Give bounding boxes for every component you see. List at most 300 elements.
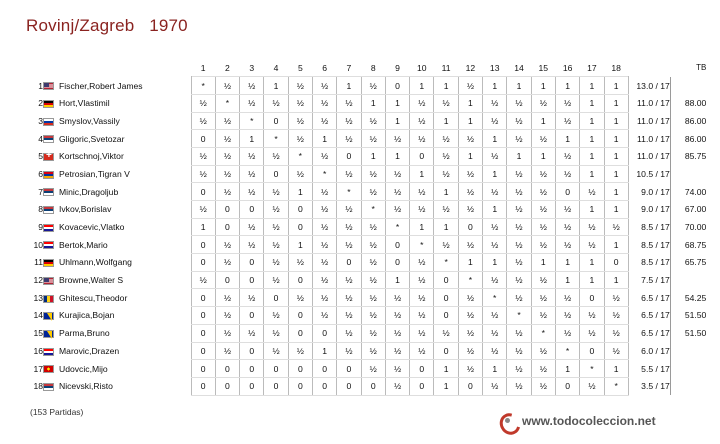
- result-cell: ½: [458, 324, 482, 342]
- result-cell: ½: [264, 236, 288, 254]
- result-cell: ½: [507, 130, 531, 148]
- result-cell: ½: [191, 271, 215, 289]
- result-cell: ½: [337, 307, 361, 325]
- flag-cell: [43, 377, 59, 395]
- result-cell: 1: [580, 94, 604, 112]
- player-rank: 18: [33, 381, 43, 392]
- result-cell: ½: [580, 183, 604, 201]
- result-cell: ½: [434, 201, 458, 219]
- result-cell: *: [385, 218, 409, 236]
- result-cell: 1: [604, 165, 628, 183]
- player-name: Petrosian,Tigran V: [59, 168, 130, 179]
- result-cell: ½: [483, 324, 507, 342]
- result-cell: ½: [483, 271, 507, 289]
- result-cell: *: [604, 377, 628, 395]
- result-cell: ½: [215, 324, 239, 342]
- result-cell: ½: [312, 201, 336, 219]
- table-row: [26, 218, 706, 236]
- result-cell: 0: [580, 289, 604, 307]
- flag-cro-icon: [43, 348, 54, 356]
- result-cell: 0: [240, 377, 264, 395]
- result-cell: ½: [458, 165, 482, 183]
- table-row: [26, 360, 706, 378]
- player-tiebreak: 51.50: [684, 328, 707, 339]
- result-cell: 0: [264, 165, 288, 183]
- result-cell: ½: [507, 201, 531, 219]
- result-cell: ½: [312, 183, 336, 201]
- table-row: [26, 201, 706, 219]
- player-score: 11.0 / 17: [628, 130, 670, 148]
- result-cell: 0: [264, 377, 288, 395]
- result-cell: ½: [385, 183, 409, 201]
- flag-ger-icon: [43, 100, 54, 108]
- result-cell: 0: [288, 307, 312, 325]
- table-row: [26, 254, 706, 272]
- result-cell: ½: [507, 183, 531, 201]
- flag-cell: [43, 183, 59, 201]
- result-cell: ½: [240, 183, 264, 201]
- flag-srb-icon: [43, 188, 54, 196]
- result-cell: 0: [215, 377, 239, 395]
- result-cell: ½: [507, 94, 531, 112]
- result-cell: ½: [580, 236, 604, 254]
- player-rank: 9: [38, 222, 43, 233]
- result-cell: 1: [483, 77, 507, 95]
- player-tiebreak: 68.75: [684, 239, 707, 250]
- result-cell: 1: [410, 165, 434, 183]
- header-spacer: [43, 59, 59, 77]
- flag-cell: [43, 165, 59, 183]
- result-cell: ½: [191, 147, 215, 165]
- column-header: 13: [489, 62, 500, 73]
- result-cell: ½: [337, 236, 361, 254]
- flag-cro-icon: [43, 241, 54, 249]
- flag-cell: [43, 307, 59, 325]
- player-tiebreak: 51.50: [684, 310, 707, 321]
- result-cell: ½: [337, 94, 361, 112]
- result-cell: 1: [580, 112, 604, 130]
- result-cell: 1: [458, 254, 482, 272]
- player-rank: 13: [33, 292, 43, 303]
- result-cell: 1: [264, 77, 288, 95]
- result-cell: ½: [604, 289, 628, 307]
- result-cell: ½: [191, 201, 215, 219]
- result-cell: ½: [555, 112, 579, 130]
- result-cell: ½: [361, 183, 385, 201]
- result-cell: ½: [458, 236, 482, 254]
- result-cell: 1: [555, 130, 579, 148]
- result-cell: ½: [434, 94, 458, 112]
- result-cell: ½: [215, 77, 239, 95]
- result-cell: ½: [215, 289, 239, 307]
- result-cell: *: [191, 77, 215, 95]
- result-cell: ½: [410, 201, 434, 219]
- result-cell: ½: [555, 307, 579, 325]
- player-tiebreak: 86.00: [684, 133, 707, 144]
- result-cell: ½: [555, 94, 579, 112]
- result-cell: ½: [337, 271, 361, 289]
- player-rank: 2: [38, 98, 43, 109]
- table-row: [26, 271, 706, 289]
- result-cell: ½: [385, 360, 409, 378]
- result-cell: ½: [361, 254, 385, 272]
- result-cell: ½: [361, 77, 385, 95]
- result-cell: ½: [531, 130, 555, 148]
- header-spacer: [26, 59, 43, 77]
- todocoleccion-logo-icon: [498, 412, 516, 430]
- result-cell: ½: [312, 236, 336, 254]
- result-cell: ½: [215, 342, 239, 360]
- result-cell: ½: [410, 324, 434, 342]
- flag-ger-icon: [43, 259, 54, 267]
- result-cell: ½: [240, 165, 264, 183]
- result-cell: ½: [264, 324, 288, 342]
- result-cell: 0: [240, 342, 264, 360]
- result-cell: ½: [264, 201, 288, 219]
- player-score: 10.5 / 17: [628, 165, 670, 183]
- result-cell: 0: [240, 271, 264, 289]
- result-cell: 1: [434, 112, 458, 130]
- column-header: 7: [346, 62, 352, 73]
- result-cell: ½: [580, 324, 604, 342]
- result-cell: ½: [507, 236, 531, 254]
- result-cell: ½: [312, 289, 336, 307]
- result-cell: 0: [191, 183, 215, 201]
- result-cell: ½: [240, 77, 264, 95]
- flag-cell: [43, 201, 59, 219]
- result-cell: 0: [337, 254, 361, 272]
- result-cell: 1: [555, 77, 579, 95]
- result-cell: 0: [215, 360, 239, 378]
- result-cell: ½: [288, 112, 312, 130]
- result-cell: ½: [410, 94, 434, 112]
- result-cell: ½: [507, 254, 531, 272]
- result-cell: 0: [434, 307, 458, 325]
- result-cell: ½: [385, 201, 409, 219]
- result-cell: 0: [191, 130, 215, 148]
- result-cell: ½: [361, 218, 385, 236]
- result-cell: ½: [531, 289, 555, 307]
- crosstable: [26, 59, 706, 396]
- result-cell: ½: [483, 342, 507, 360]
- result-cell: 1: [458, 147, 482, 165]
- result-cell: 1: [410, 77, 434, 95]
- result-cell: ½: [555, 324, 579, 342]
- result-cell: 1: [312, 130, 336, 148]
- result-cell: ½: [215, 183, 239, 201]
- result-cell: ½: [385, 324, 409, 342]
- result-cell: ½: [434, 147, 458, 165]
- result-cell: ½: [312, 307, 336, 325]
- result-cell: 1: [604, 271, 628, 289]
- result-cell: *: [337, 183, 361, 201]
- result-cell: 0: [191, 377, 215, 395]
- result-cell: ½: [458, 342, 482, 360]
- player-rank: 8: [38, 204, 43, 215]
- result-cell: ½: [531, 183, 555, 201]
- player-name: Marovic,Drazen: [59, 345, 120, 356]
- result-cell: ½: [312, 254, 336, 272]
- column-header: 6: [322, 62, 328, 73]
- result-cell: ½: [288, 130, 312, 148]
- result-cell: 0: [410, 360, 434, 378]
- result-cell: ½: [361, 307, 385, 325]
- result-cell: 0: [410, 147, 434, 165]
- result-cell: 1: [361, 94, 385, 112]
- result-cell: ½: [337, 201, 361, 219]
- result-cell: *: [312, 165, 336, 183]
- column-header: 14: [514, 62, 524, 73]
- result-cell: 0: [458, 377, 482, 395]
- result-cell: 0: [215, 271, 239, 289]
- result-cell: 1: [483, 360, 507, 378]
- flag-cell: [43, 94, 59, 112]
- flag-bih-icon: [43, 330, 54, 338]
- result-cell: ½: [215, 147, 239, 165]
- result-cell: ½: [410, 183, 434, 201]
- result-cell: ½: [215, 307, 239, 325]
- result-cell: 1: [483, 201, 507, 219]
- result-cell: 1: [458, 94, 482, 112]
- result-cell: ½: [288, 77, 312, 95]
- result-cell: *: [288, 147, 312, 165]
- result-cell: ½: [191, 165, 215, 183]
- result-cell: *: [410, 236, 434, 254]
- player-rank: 3: [38, 115, 43, 126]
- result-cell: ½: [215, 130, 239, 148]
- result-cell: ½: [531, 94, 555, 112]
- result-cell: ½: [507, 360, 531, 378]
- result-cell: *: [240, 112, 264, 130]
- result-cell: 0: [555, 377, 579, 395]
- result-cell: 0: [191, 307, 215, 325]
- column-header: 3: [249, 62, 255, 73]
- player-rank: 5: [38, 151, 43, 162]
- flag-cell: [43, 360, 59, 378]
- player-score: 6.5 / 17: [628, 324, 670, 342]
- result-cell: ½: [531, 360, 555, 378]
- result-cell: ½: [264, 342, 288, 360]
- result-cell: 1: [531, 254, 555, 272]
- result-cell: ½: [264, 94, 288, 112]
- result-cell: 0: [337, 147, 361, 165]
- result-cell: ½: [288, 342, 312, 360]
- result-cell: 1: [555, 360, 579, 378]
- flag-cell: [43, 147, 59, 165]
- player-rank: 11: [34, 257, 43, 268]
- flag-bih-icon: [43, 312, 54, 320]
- result-cell: ½: [361, 342, 385, 360]
- result-cell: ½: [434, 165, 458, 183]
- result-cell: ½: [410, 271, 434, 289]
- table-row: [26, 77, 706, 95]
- result-cell: ½: [240, 218, 264, 236]
- player-rank: 16: [33, 345, 43, 356]
- player-rank: 7: [38, 186, 43, 197]
- header-spacer: [59, 59, 191, 77]
- result-cell: ½: [483, 307, 507, 325]
- flag-sui-icon: [43, 153, 54, 161]
- player-rank: 15: [33, 328, 43, 339]
- flag-cell: [43, 112, 59, 130]
- result-cell: 1: [555, 271, 579, 289]
- result-cell: 1: [580, 254, 604, 272]
- flag-cell: [43, 236, 59, 254]
- flag-cell: [43, 77, 59, 95]
- result-cell: 1: [483, 130, 507, 148]
- column-header: 5: [297, 62, 303, 73]
- player-name: Smyslov,Vassily: [59, 115, 120, 126]
- result-cell: 0: [312, 324, 336, 342]
- result-cell: ½: [507, 218, 531, 236]
- result-cell: *: [555, 342, 579, 360]
- result-cell: ½: [507, 271, 531, 289]
- result-cell: *: [215, 94, 239, 112]
- result-cell: ½: [410, 254, 434, 272]
- player-tiebreak: [670, 360, 706, 378]
- result-cell: ½: [385, 130, 409, 148]
- player-score: 9.0 / 17: [628, 201, 670, 219]
- header-row: [26, 59, 706, 77]
- result-cell: 1: [385, 271, 409, 289]
- column-header: 17: [587, 62, 597, 73]
- column-header: 10: [417, 62, 427, 73]
- player-name: Parma,Bruno: [59, 328, 110, 339]
- result-cell: ½: [361, 324, 385, 342]
- table-row: [26, 94, 706, 112]
- result-cell: 0: [191, 254, 215, 272]
- result-cell: *: [434, 254, 458, 272]
- table-row: [26, 289, 706, 307]
- result-cell: 1: [604, 360, 628, 378]
- result-cell: 1: [604, 94, 628, 112]
- player-score: 5.5 / 17: [628, 360, 670, 378]
- table-row: [26, 130, 706, 148]
- table-body: [26, 77, 706, 395]
- result-cell: 0: [264, 112, 288, 130]
- table-row: [26, 147, 706, 165]
- flag-mkd-icon: [43, 365, 54, 373]
- player-tiebreak: 65.75: [684, 257, 707, 268]
- result-cell: ½: [483, 147, 507, 165]
- result-cell: ½: [288, 254, 312, 272]
- player-rank: 10: [33, 239, 43, 250]
- header-spacer: [628, 59, 670, 77]
- games-count-note: (153 Partidas): [30, 407, 84, 417]
- column-header: 15: [538, 62, 549, 73]
- result-cell: ½: [240, 324, 264, 342]
- flag-cro-icon: [43, 224, 54, 232]
- result-cell: ½: [458, 130, 482, 148]
- result-cell: ½: [264, 307, 288, 325]
- result-cell: ½: [240, 236, 264, 254]
- result-cell: ½: [337, 289, 361, 307]
- flag-srb-icon: [43, 383, 54, 391]
- player-score: 8.5 / 17: [628, 236, 670, 254]
- result-cell: 1: [531, 112, 555, 130]
- column-header: 11: [441, 62, 451, 73]
- player-score: 6.5 / 17: [628, 307, 670, 325]
- flag-arm-icon: [43, 171, 54, 179]
- result-cell: ½: [215, 165, 239, 183]
- result-cell: ½: [312, 147, 336, 165]
- player-score: 7.5 / 17: [628, 271, 670, 289]
- player-rank: 12: [33, 275, 43, 286]
- player-name: Kortschnoj,Viktor: [59, 151, 124, 162]
- column-header: 12: [465, 62, 476, 73]
- result-cell: ½: [580, 218, 604, 236]
- result-cell: ½: [264, 147, 288, 165]
- result-cell: 1: [555, 254, 579, 272]
- flag-cell: [43, 271, 59, 289]
- result-cell: 0: [385, 77, 409, 95]
- result-cell: ½: [483, 112, 507, 130]
- result-cell: ½: [531, 218, 555, 236]
- result-cell: 1: [507, 147, 531, 165]
- result-cell: 0: [264, 360, 288, 378]
- result-cell: 1: [312, 342, 336, 360]
- result-cell: ½: [507, 324, 531, 342]
- column-header: 4: [273, 62, 279, 73]
- result-cell: 0: [434, 342, 458, 360]
- result-cell: 1: [580, 77, 604, 95]
- result-cell: *: [483, 289, 507, 307]
- result-cell: ½: [483, 94, 507, 112]
- result-cell: 1: [531, 77, 555, 95]
- result-cell: ½: [410, 342, 434, 360]
- result-cell: ½: [240, 94, 264, 112]
- result-cell: 0: [191, 342, 215, 360]
- result-cell: ½: [507, 342, 531, 360]
- result-cell: ½: [555, 147, 579, 165]
- result-cell: ½: [531, 236, 555, 254]
- result-cell: ½: [507, 112, 531, 130]
- player-tiebreak: [670, 342, 706, 360]
- table-row: [26, 377, 706, 395]
- result-cell: 1: [604, 112, 628, 130]
- result-cell: 1: [361, 147, 385, 165]
- result-cell: 1: [604, 201, 628, 219]
- column-header: 16: [562, 62, 573, 73]
- result-cell: ½: [434, 236, 458, 254]
- result-cell: ½: [264, 218, 288, 236]
- result-cell: ½: [215, 254, 239, 272]
- result-cell: 1: [604, 147, 628, 165]
- result-cell: ½: [531, 342, 555, 360]
- result-cell: ½: [458, 77, 482, 95]
- player-score: 8.5 / 17: [628, 218, 670, 236]
- player-tiebreak: 86.00: [684, 115, 707, 126]
- result-cell: 1: [434, 218, 458, 236]
- player-tiebreak: 54.25: [684, 292, 707, 303]
- result-cell: ½: [288, 94, 312, 112]
- result-cell: ½: [604, 218, 628, 236]
- tb-header: TB: [696, 63, 707, 73]
- result-cell: ½: [191, 112, 215, 130]
- result-cell: ½: [337, 165, 361, 183]
- result-cell: 0: [240, 307, 264, 325]
- player-tiebreak: [670, 377, 706, 395]
- result-cell: ½: [410, 112, 434, 130]
- flag-srb-icon: [43, 206, 54, 214]
- flag-rus-icon: [43, 118, 54, 126]
- player-tiebreak: [670, 271, 706, 289]
- result-cell: ½: [531, 201, 555, 219]
- flag-cell: [43, 289, 59, 307]
- result-cell: ½: [555, 201, 579, 219]
- result-cell: ½: [312, 94, 336, 112]
- player-tiebreak: 74.00: [684, 186, 707, 197]
